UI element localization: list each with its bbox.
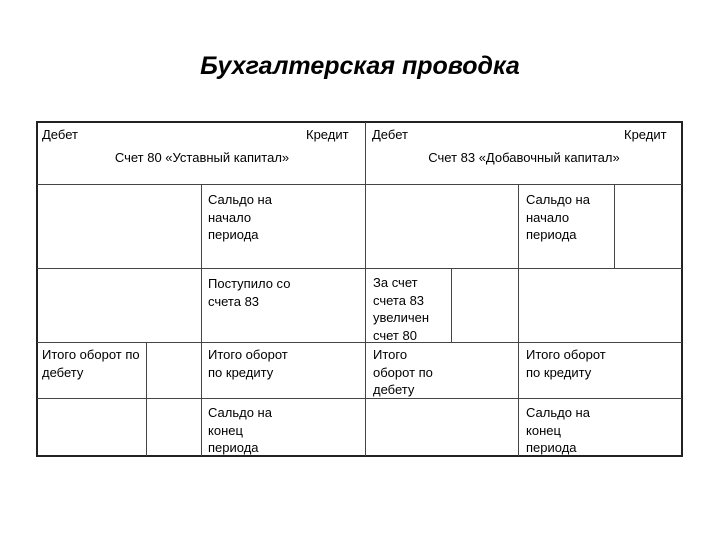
account-83-credit-opening-balance: Сальдо на начало периода — [526, 192, 590, 242]
grid-line — [37, 398, 682, 399]
account-83-credit-turnover: Итого оборот по кредиту — [526, 347, 606, 380]
account-80-debit-turnover: Итого оборот по дебету — [42, 347, 140, 380]
grid-line — [518, 184, 519, 456]
account-80-credit-turnover: Итого оборот по кредиту — [208, 347, 288, 380]
grid-line — [201, 184, 202, 456]
account-80-credit-opening-balance: Сальдо на начало периода — [208, 192, 272, 242]
account-80-debit-label: Дебет — [42, 127, 78, 142]
account-83-name: Счет 83 «Добавочный капитал» — [428, 150, 620, 165]
header-separator — [37, 184, 682, 185]
account-80-credit-label: Кредит — [306, 127, 349, 142]
grid-line — [37, 268, 682, 269]
account-83-credit-label: Кредит — [624, 127, 667, 142]
grid-line — [451, 268, 452, 342]
page-title: Бухгалтерская проводка — [200, 52, 520, 80]
grid-line — [37, 342, 682, 343]
account-83-debit-increase: За счет счета 83 увеличен счет 80 — [373, 275, 430, 343]
account-80-name: Счет 80 «Уставный капитал» — [114, 150, 290, 165]
grid-line — [146, 342, 147, 456]
account-83-debit-turnover: Итого оборот по дебету — [373, 347, 433, 397]
grid-line — [614, 184, 615, 268]
account-83-debit-label: Дебет — [372, 127, 408, 142]
account-83-credit-closing-balance: Сальдо на конец периода — [526, 405, 590, 455]
account-80-credit-closing-balance: Сальдо на конец периода — [208, 405, 272, 455]
account-80-credit-received: Поступило со счета 83 — [208, 276, 291, 309]
account-divider — [365, 122, 366, 456]
